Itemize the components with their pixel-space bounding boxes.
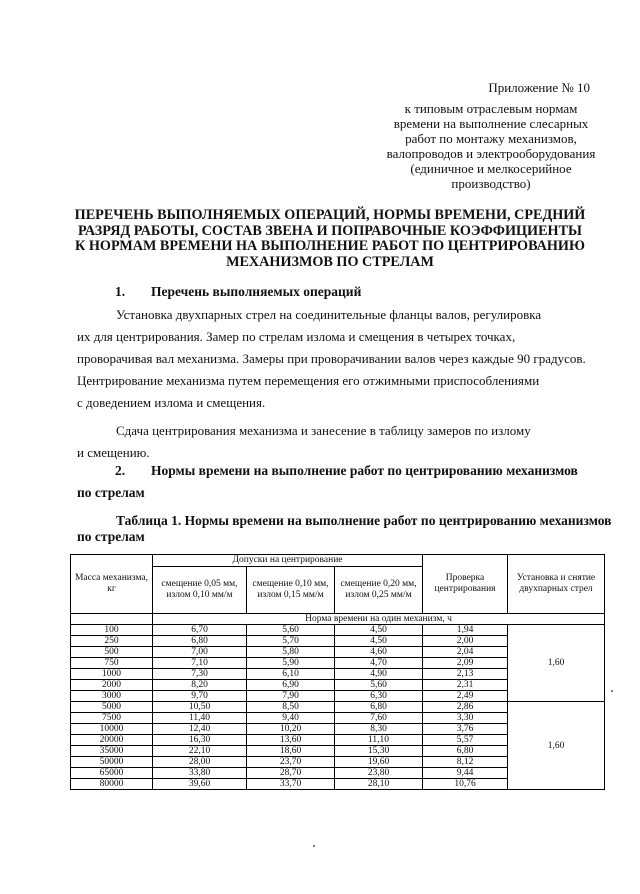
section2-title-continued: по стрелам: [77, 485, 145, 500]
paragraph-line: Сдача центрирования механизма и занесение в таблицу замеров по излому: [116, 423, 531, 438]
table-cell-tolerance-2: 6,90: [247, 680, 335, 691]
table-cell-mass: 80000: [71, 779, 153, 790]
table-cell-tolerance-3: 28,10: [335, 779, 423, 790]
table-cell-tolerance-1: 9,70: [153, 691, 247, 702]
table-cell-mass: 65000: [71, 768, 153, 779]
table-cell-mass: 2000: [71, 680, 153, 691]
table-cell-tolerance-3: 6,30: [335, 691, 423, 702]
table-cell-tolerance-1: 16,30: [153, 735, 247, 746]
table-cell-tolerance-2: 7,90: [247, 691, 335, 702]
table-cell-tolerance-2: 9,40: [247, 713, 335, 724]
table-body: [71, 614, 605, 790]
heading-line: МЕХАНИЗМОВ ПО СТРЕЛАМ: [226, 253, 434, 270]
table-subheader-row: [71, 614, 605, 625]
document-heading: [70, 208, 590, 270]
table-cell-tolerance-3: 4,60: [335, 647, 423, 658]
table-cell-check: 2,13: [423, 669, 508, 680]
table-cell-mass: 20000: [71, 735, 153, 746]
table-cell-tolerance-1: 22,10: [153, 746, 247, 757]
table-cell-tolerance-3: 4,70: [335, 658, 423, 669]
table-cell-tolerance-1: 6,80: [153, 636, 247, 647]
table-cell-check: 2,00: [423, 636, 508, 647]
heading-line: РАЗРЯД РАБОТЫ, СОСТАВ ЗВЕНА И ПОПРАВОЧНЫЕ КОЭФФИЦИЕНТЫ: [78, 222, 582, 239]
table-row: [71, 625, 605, 636]
header-install: Установка и снятие двухпарных стрел: [508, 555, 605, 614]
scan-speck: [313, 845, 315, 847]
table-cell-tolerance-2: 5,80: [247, 647, 335, 658]
table-cell-tolerance-1: 8,20: [153, 680, 247, 691]
table-cell-check: 3,76: [423, 724, 508, 735]
table-cell-empty: [71, 614, 153, 625]
table-cell-tolerance-2: 8,50: [247, 702, 335, 713]
table-cell-tolerance-2: 33,70: [247, 779, 335, 790]
table-cell-check: 2,04: [423, 647, 508, 658]
table-cell-mass: 500: [71, 647, 153, 658]
table-cell-tolerance-1: 11,40: [153, 713, 247, 724]
table-caption: Таблица 1. Нормы времени на выполнение работ по центрированию механизмов: [116, 513, 612, 528]
table-cell-tolerance-1: 28,00: [153, 757, 247, 768]
table-cell-check: 10,76: [423, 779, 508, 790]
table-cell-check: 9,44: [423, 768, 508, 779]
table-cell-install-group-1: 1,60: [508, 625, 605, 702]
table-caption-continued: по стрелам: [77, 529, 145, 544]
table-cell-tolerance-3: 4,50: [335, 625, 423, 636]
paragraph-line: с доведением излома и смещения.: [77, 395, 266, 410]
table-cell-tolerance-2: 13,60: [247, 735, 335, 746]
header-tolerance-2: смещение 0,10 мм, излом 0,15 мм/м: [247, 567, 335, 614]
paragraph-line: Установка двухпарных стрел на соединительные фланцы валов, регулировка: [116, 307, 542, 322]
appendix-line: работ по монтажу механизмов,: [405, 131, 577, 146]
table-cell-check: 1,94: [423, 625, 508, 636]
table-row: [71, 702, 605, 713]
section2-title: Нормы времени на выполнение работ по центрированию механизмов: [151, 463, 578, 478]
table-cell-mass: 3000: [71, 691, 153, 702]
table-cell-check: 5,57: [423, 735, 508, 746]
table-cell-tolerance-3: 11,10: [335, 735, 423, 746]
table-subheader: Норма времени на один механизм, ч: [153, 614, 605, 625]
table-cell-tolerance-3: 15,30: [335, 746, 423, 757]
header-check: Проверка центрирования: [423, 555, 508, 614]
header-tolerance-group: Допуски на центрирование: [153, 555, 423, 567]
table-cell-check: 2,49: [423, 691, 508, 702]
table-cell-tolerance-1: 7,10: [153, 658, 247, 669]
heading-line: К НОРМАМ ВРЕМЕНИ НА ВЫПОЛНЕНИЕ РАБОТ ПО ЦЕНТРИРОВАНИЮ: [75, 238, 585, 254]
table-cell-tolerance-2: 5,70: [247, 636, 335, 647]
table-cell-tolerance-2: 10,20: [247, 724, 335, 735]
appendix-block: [386, 80, 596, 191]
table-cell-tolerance-2: 28,70: [247, 768, 335, 779]
appendix-line: валопроводов и электрооборудования: [386, 146, 596, 161]
table-cell-tolerance-3: 5,60: [335, 680, 423, 691]
table-cell-tolerance-3: 4,50: [335, 636, 423, 647]
section1-number: 1.: [115, 284, 126, 299]
table-cell-tolerance-3: 6,80: [335, 702, 423, 713]
appendix-line: (единичное и мелкосерийное: [410, 161, 572, 176]
appendix-line: к типовым отраслевым нормам: [404, 101, 578, 116]
paragraph-line: Центрирование механизма путем перемещения его отжимными приспособлениями: [77, 373, 540, 388]
header-tolerance-3: смещение 0,20 мм, излом 0,25 мм/м: [335, 567, 423, 614]
table-cell-check: 8,12: [423, 757, 508, 768]
table-cell-mass: 35000: [71, 746, 153, 757]
table-cell-tolerance-3: 7,60: [335, 713, 423, 724]
header-mass: Масса механизма, кг: [71, 555, 153, 614]
table-cell-tolerance-3: 4,90: [335, 669, 423, 680]
table-cell-mass: 5000: [71, 702, 153, 713]
section1-title: Перечень выполняемых операций: [151, 284, 362, 299]
table-cell-mass: 10000: [71, 724, 153, 735]
table-cell-check: 2,09: [423, 658, 508, 669]
paragraph-line: и смещению.: [77, 445, 150, 460]
paragraph-line: их для центрирования. Замер по стрелам излома и смещения в четырех точках,: [77, 329, 516, 344]
table-cell-tolerance-2: 5,60: [247, 625, 335, 636]
table-cell-install-group-2: 1,60: [508, 702, 605, 790]
table-cell-check: 2,86: [423, 702, 508, 713]
table-cell-tolerance-2: 5,90: [247, 658, 335, 669]
norms-table: [70, 554, 605, 790]
table-cell-tolerance-3: 23,80: [335, 768, 423, 779]
table-cell-tolerance-1: 33,80: [153, 768, 247, 779]
table-cell-mass: 7500: [71, 713, 153, 724]
table-cell-tolerance-1: 7,00: [153, 647, 247, 658]
section2-number: 2.: [115, 463, 126, 478]
scan-speck: [611, 690, 613, 692]
table-cell-check: 3,30: [423, 713, 508, 724]
table-cell-tolerance-1: 7,30: [153, 669, 247, 680]
table-cell-mass: 50000: [71, 757, 153, 768]
table-cell-mass: 100: [71, 625, 153, 636]
table-cell-check: 6,80: [423, 746, 508, 757]
table-cell-check: 2,31: [423, 680, 508, 691]
paragraph-line: проворачивая вал механизма. Замеры при проворачивании валов через каждые 90 градусов.: [77, 351, 586, 366]
table-cell-tolerance-3: 19,60: [335, 757, 423, 768]
section1-paragraph1: [77, 304, 592, 414]
table-cell-mass: 750: [71, 658, 153, 669]
table-cell-mass: 250: [71, 636, 153, 647]
table-cell-tolerance-2: 18,60: [247, 746, 335, 757]
section1-paragraph2: [77, 420, 592, 464]
table-cell-tolerance-1: 6,70: [153, 625, 247, 636]
table-cell-tolerance-3: 8,30: [335, 724, 423, 735]
table-cell-tolerance-2: 6,10: [247, 669, 335, 680]
table-cell-tolerance-1: 12,40: [153, 724, 247, 735]
header-tolerance-1: смещение 0,05 мм, излом 0,10 мм/м: [153, 567, 247, 614]
appendix-title: Приложение № 10: [488, 80, 590, 95]
appendix-line: производство): [451, 176, 531, 191]
table-cell-mass: 1000: [71, 669, 153, 680]
table-cell-tolerance-1: 10,50: [153, 702, 247, 713]
heading-line: ПЕРЕЧЕНЬ ВЫПОЛНЯЕМЫХ ОПЕРАЦИЙ, НОРМЫ ВРЕМЕНИ, СРЕДНИЙ: [74, 207, 586, 223]
table-cell-tolerance-2: 23,70: [247, 757, 335, 768]
table-cell-tolerance-1: 39,60: [153, 779, 247, 790]
appendix-line: времени на выполнение слесарных: [393, 116, 589, 131]
